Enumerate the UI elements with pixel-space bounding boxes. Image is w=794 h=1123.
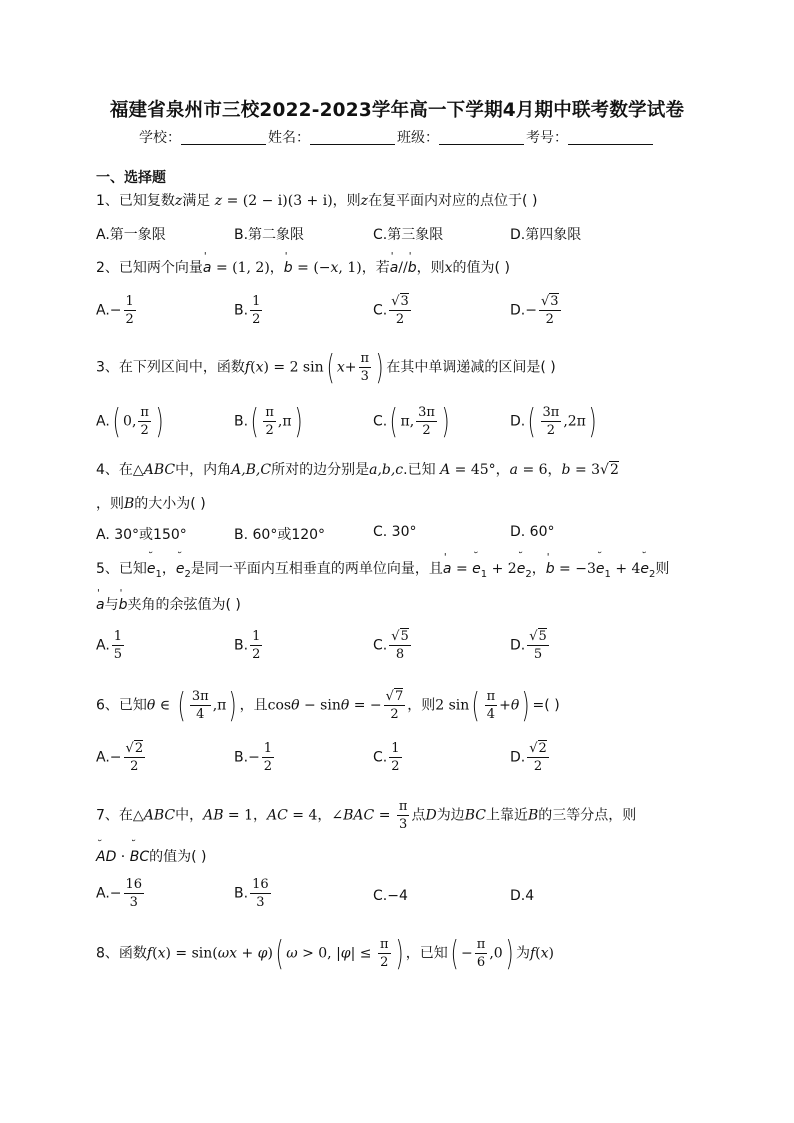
q3-option-b[interactable]: B.( $\frac{\pi}{2}$ ,π): [234, 401, 303, 442]
q4-option-a[interactable]: A. 30°或150°: [96, 527, 187, 543]
question-7-cont: ˘ AD · ˘ BC的值为( ): [96, 846, 206, 866]
question-7: 7、在△ABC中，AB = 1，AC = 4，∠BAC = $\frac{\pi}{3}$ 点D为边BC上靠近B的三等分点，则: [96, 799, 637, 832]
question-1: 1、已知复数z满足 z = (2 − i)(3 + i)，则z在复平面内对应的点位于( ): [96, 193, 538, 209]
q7-option-d[interactable]: D.4: [510, 888, 535, 904]
question-4-cont: ，则B的大小为( ): [96, 496, 206, 512]
q6-option-b[interactable]: B.− $\frac{1}{2}$: [234, 741, 273, 774]
q7-option-c[interactable]: C.−4: [373, 888, 408, 904]
q2-option-b[interactable]: B. $\frac{1}{2}$: [234, 294, 261, 327]
question-5: 5、已知˘ $e_1$，˘ $e_2$是同一平面内互相垂直的两单位向量，且' a = ˘ $e_1$ + 2˘ $e_2$，' b = −3˘ $e_1$ + 4˘ $e_2$则: [96, 558, 669, 580]
q6-options: [96, 740, 716, 784]
name-blank[interactable]: [310, 130, 395, 145]
question-2: 2、已知两个向量' a = (1, 2)，' b = (−x, 1)，若' a//' b，则x的值为( ): [96, 257, 510, 277]
question-3: 3、在下列区间中，函数f(x) = 2 sin( x+ $\frac{\pi}{3}$ ) 在其中单调递减的区间是( ): [96, 347, 556, 388]
question-6: 6、已知θ ∈ ( $\frac{3\pi}{4}$ ,π) ，且cosθ − sinθ = − $\frac{√7}{2}$ ，则2 sin( $\frac{\pi}{4}$ +θ) =( ): [96, 685, 560, 726]
q5-option-c[interactable]: C. $\frac{√5}{8}$: [373, 629, 409, 662]
class-label: 班级：: [397, 130, 439, 146]
question-5-cont: ' a与' b夹角的余弦值为( ): [96, 594, 241, 614]
exam-no-blank[interactable]: [568, 130, 653, 145]
q4-option-d[interactable]: D. 60°: [510, 524, 555, 540]
q1-option-a[interactable]: A.第一象限: [96, 227, 166, 243]
name-label: 姓名：: [268, 130, 310, 146]
q7-option-a[interactable]: A.− $\frac{16}{3}$: [96, 877, 143, 910]
q6-option-a[interactable]: A.− $\frac{√2}{2}$: [96, 741, 144, 774]
q4-options: [96, 524, 716, 542]
exam-no-label: 考号：: [526, 130, 568, 146]
q3-options: [96, 401, 716, 448]
q2-options: [96, 293, 716, 337]
q1-option-b[interactable]: B.第二象限: [234, 227, 305, 243]
q7-options: [96, 876, 716, 920]
exam-title: 福建省泉州市三校2022-2023学年高一下学期4月期中联考数学试卷: [109, 100, 685, 121]
q4-option-b[interactable]: B. 60°或120°: [234, 527, 326, 543]
q5-option-b[interactable]: B. $\frac{1}{2}$: [234, 629, 261, 662]
q1-option-d[interactable]: D.第四象限: [510, 227, 582, 243]
q6-option-d[interactable]: D. $\frac{√2}{2}$: [510, 741, 547, 774]
q3-option-a[interactable]: A.( 0, $\frac{\pi}{2}$ ): [96, 401, 164, 442]
school-label: 学校：: [139, 130, 181, 146]
class-blank[interactable]: [439, 130, 524, 145]
section-heading: 一、选择题: [96, 170, 166, 186]
student-info-row: [0, 127, 794, 147]
question-8: 8、函数f(x) = sin(ωx + φ)( ω > 0, |φ| ≤ $\frac{\pi}{2}$ ) ，已知( − $\frac{\pi}{6}$ ,0) 为f(x): [96, 933, 554, 974]
q2-option-a[interactable]: A.− $\frac{1}{2}$: [96, 294, 134, 327]
question-4: 4、在△ABC中，内角A,B,C所对的边分别是a,b,c.已知 A = 45°，a = 6，b = 3√2: [96, 462, 619, 478]
q5-option-d[interactable]: D. $\frac{√5}{5}$: [510, 629, 547, 662]
school-blank[interactable]: [181, 130, 266, 145]
q5-option-a[interactable]: A. $\frac{1}{5}$: [96, 629, 123, 662]
q6-option-c[interactable]: C. $\frac{1}{2}$: [373, 741, 400, 774]
q1-option-c[interactable]: C.第三象限: [373, 227, 444, 243]
q2-option-d[interactable]: D.− $\frac{√3}{2}$: [510, 294, 559, 327]
q5-options: [96, 628, 716, 672]
q1-options: [96, 224, 716, 242]
q3-option-d[interactable]: D.( $\frac{3\pi}{2}$ ,2π): [510, 401, 597, 442]
q4-option-c[interactable]: C. 30°: [373, 524, 417, 540]
q7-option-b[interactable]: B. $\frac{16}{3}$: [234, 877, 269, 910]
q3-option-c[interactable]: C.( π, $\frac{3\pi}{2}$ ): [373, 401, 450, 442]
q2-option-c[interactable]: C. $\frac{√3}{2}$: [373, 294, 409, 327]
